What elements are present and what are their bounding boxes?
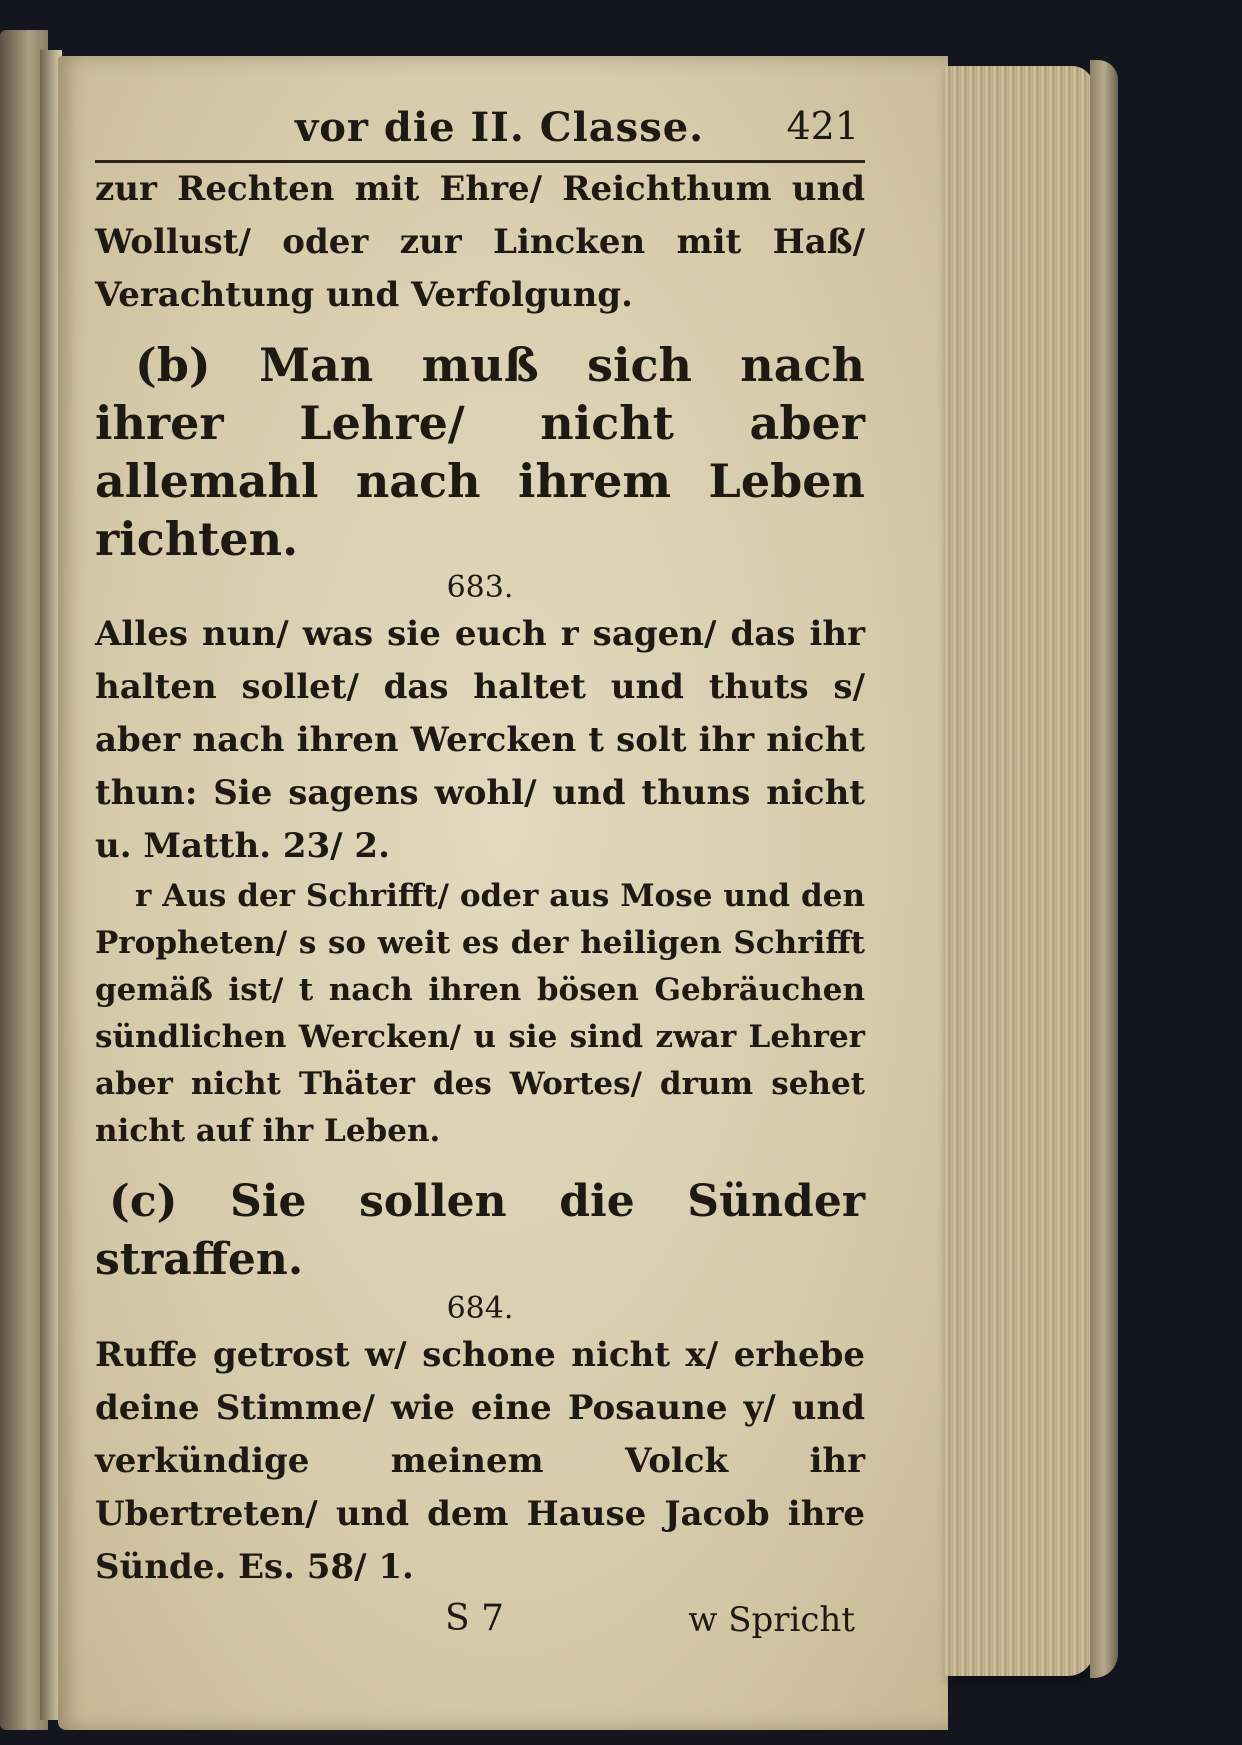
verse-683-text: Alles nun/ was sie euch r sagen/ das ihr halten sollet/ das haltet und thuts s/ aber nach ihren Wercken t solt ihr nicht thun: Sie sagens wohl/ und thuns nicht u. Matth. 23/ 2. [95,614,865,866]
catchword: w Spricht [688,1600,855,1640]
page-header [95,98,865,163]
signature-mark: S 7 [445,1598,505,1639]
verse-number-683: 683. [446,570,514,605]
page-content [95,98,865,1654]
section-b-heading: (b) Man muß sich nach ihrer Lehre/ nicht aber allemahl nach ihrem Leben richten. [95,338,865,566]
page-number: 421 [786,104,859,148]
section-c-heading: (c) Sie sollen die Sünder straffen. [95,1176,865,1285]
verse-683-gloss: r Aus der Schrifft/ oder aus Mose und den Propheten/ s so weit es der heiligen Schrifft gemäß ist/ t nach ihren bösen Gebräuchen sündlichen Wercken/ u sie sind zwar Lehrer aber nicht Thäter des Wortes/ drum sehet nicht auf ihr Leben. [95,878,865,1149]
page-block-edges [944,66,1094,1676]
book-cover-edge [1090,60,1118,1678]
verse-684-text: Ruffe getrost w/ schone nicht x/ erhebe deine Stimme/ wie eine Posaune y/ und verkündige meinem Volck ihr Ubertreten/ und dem Hause Jacob ihre Sünde. Es. 58/ 1. [95,1335,865,1587]
continuation-text: zur Rechten mit Ehre/ Reichthum und Wollust/ oder zur Lincken mit Haß/ Verachtung und Verfolgung. [95,169,865,315]
running-head: vor die II. Classe. [295,104,705,151]
verse-number-684: 684. [446,1291,514,1326]
page-footer [95,1598,865,1654]
